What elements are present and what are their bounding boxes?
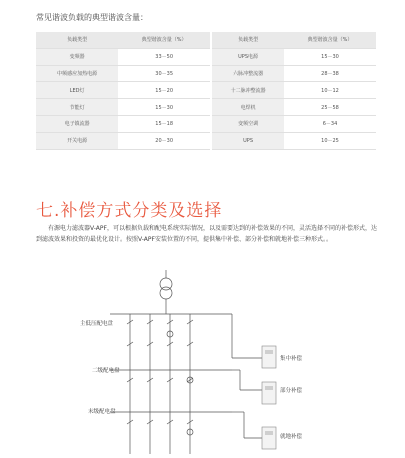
table-row: [36, 82, 376, 99]
apf-cabinet-local: [262, 427, 276, 449]
table-cell: 变频器: [36, 48, 118, 65]
col-header-load-type-2: 负载类型: [212, 32, 284, 48]
table-cell: 20－30: [118, 132, 210, 149]
main-panel-label: 主低压配电盘: [80, 321, 114, 327]
table-row: [36, 115, 376, 132]
table-cell: 节能灯: [36, 99, 118, 116]
table-cell: 10－12: [284, 82, 376, 99]
table-cell: 变频空调: [212, 115, 284, 132]
table-cell: 6－34: [284, 115, 376, 132]
table-cell: 15－30: [118, 99, 210, 116]
terminal-panel-label: 末级配电盘: [88, 409, 116, 415]
table-cell: 电焊机: [212, 99, 284, 116]
table-cell: 28－38: [284, 65, 376, 82]
table-cell: UPS: [212, 132, 284, 149]
table-cell: 15－20: [118, 82, 210, 99]
apf-cabinet-central: [262, 346, 276, 368]
partial-compensation-label: 部分补偿: [280, 388, 303, 394]
compensation-wiring-diagram: [0, 262, 405, 458]
table-row: [36, 65, 376, 82]
harmonic-table-heading: 常见谐波负载的典型谐波含量：: [36, 13, 148, 22]
table-row: [36, 48, 376, 65]
central-compensation-label: 集中补偿: [280, 356, 303, 362]
table-cell: 六脉冲整流器: [212, 65, 284, 82]
table-cell: 十二脉冲整流器: [212, 82, 284, 99]
table-cell: UPS电源: [212, 48, 284, 65]
col-header-harmonic-1: 典型谐波含量（%）: [118, 32, 210, 48]
table-cell: 开关电源: [36, 132, 118, 149]
section-paragraph: 有源电力滤波器V-APF，可以根据负载和配电系统实际情况，以及需要达到的补偿效果的不同，灵活选择不同的补偿形式，达到滤波效果和投资的最优化设计。按照V-APF安装位置的不同，提供集中补偿、部分补偿和就地补偿三种形式。。: [36, 225, 377, 243]
table-cell: 30－35: [118, 65, 210, 82]
harmonic-content-table: [36, 32, 376, 150]
table-row: [36, 99, 376, 116]
table-cell: 中频感应加热电源: [36, 65, 118, 82]
apf-cabinet-partial: [262, 382, 276, 404]
section-title: 七.补偿方式分类及选择: [36, 201, 223, 221]
table-row: [36, 132, 376, 149]
table-cell: LED灯: [36, 82, 118, 99]
table-cell: 电子镇流器: [36, 115, 118, 132]
table-header-row: [36, 32, 376, 48]
local-compensation-label: 就地补偿: [280, 434, 303, 440]
col-header-load-type-1: 负载类型: [36, 32, 118, 48]
col-header-harmonic-2: 典型谐波含量（%）: [284, 32, 376, 48]
transformer-coil-top: [160, 278, 172, 290]
table-cell: 25－58: [284, 99, 376, 116]
transformer-coil-bottom: [160, 287, 172, 299]
table-cell: 33－50: [118, 48, 210, 65]
table-cell: 10－25: [284, 132, 376, 149]
table-cell: 15－18: [118, 115, 210, 132]
secondary-panel-label: 二级配电盘: [92, 368, 120, 374]
table-cell: 15－30: [284, 48, 376, 65]
